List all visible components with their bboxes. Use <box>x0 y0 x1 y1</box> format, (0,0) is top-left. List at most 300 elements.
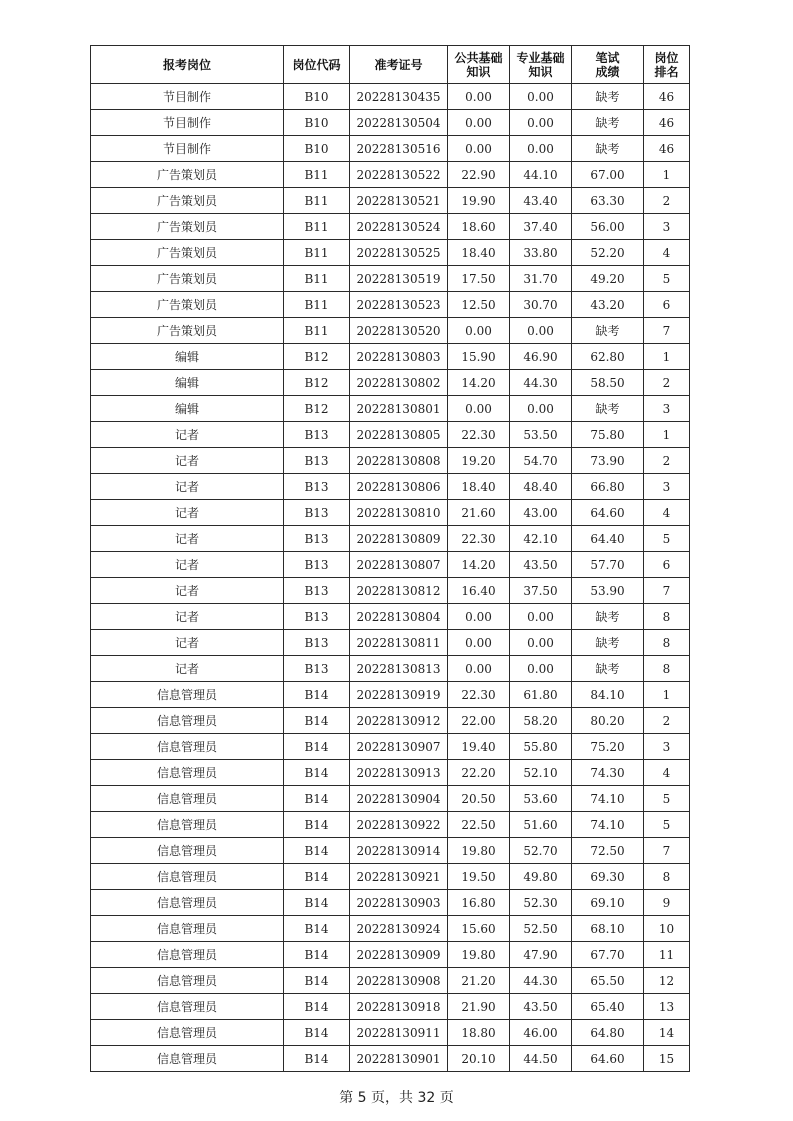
cell-written-score: 64.60 <box>572 1046 644 1072</box>
cell-written-score: 75.20 <box>572 734 644 760</box>
cell-code: B13 <box>284 422 350 448</box>
cell-public-score: 15.60 <box>448 916 510 942</box>
cell-public-score: 12.50 <box>448 292 510 318</box>
cell-ticket: 20228130804 <box>350 604 448 630</box>
table-row <box>91 734 690 760</box>
cell-professional-score: 53.60 <box>510 786 572 812</box>
cell-ticket: 20228130524 <box>350 214 448 240</box>
score-table <box>90 45 690 1072</box>
cell-post: 广告策划员 <box>91 318 284 344</box>
cell-ticket: 20228130522 <box>350 162 448 188</box>
cell-post: 信息管理员 <box>91 1046 284 1072</box>
header-rank-line1: 岗位 <box>654 50 679 65</box>
cell-written-score: 49.20 <box>572 266 644 292</box>
cell-rank: 6 <box>644 292 690 318</box>
cell-rank: 13 <box>644 994 690 1020</box>
table-row <box>91 318 690 344</box>
cell-professional-score: 51.60 <box>510 812 572 838</box>
cell-code: B14 <box>284 786 350 812</box>
cell-professional-score: 47.90 <box>510 942 572 968</box>
cell-written-score: 52.20 <box>572 240 644 266</box>
cell-ticket: 20228130909 <box>350 942 448 968</box>
table-row <box>91 214 690 240</box>
table-row <box>91 786 690 812</box>
cell-public-score: 21.90 <box>448 994 510 1020</box>
header-post: 报考岗位 <box>91 46 284 84</box>
cell-rank: 46 <box>644 84 690 110</box>
table-row <box>91 656 690 682</box>
cell-rank: 8 <box>644 604 690 630</box>
cell-ticket: 20228130918 <box>350 994 448 1020</box>
cell-code: B10 <box>284 84 350 110</box>
cell-post: 信息管理员 <box>91 1020 284 1046</box>
cell-ticket: 20228130435 <box>350 84 448 110</box>
cell-professional-score: 37.50 <box>510 578 572 604</box>
cell-ticket: 20228130908 <box>350 968 448 994</box>
cell-rank: 6 <box>644 552 690 578</box>
cell-written-score: 58.50 <box>572 370 644 396</box>
cell-ticket: 20228130811 <box>350 630 448 656</box>
cell-code: B14 <box>284 942 350 968</box>
cell-public-score: 0.00 <box>448 630 510 656</box>
cell-code: B14 <box>284 682 350 708</box>
cell-professional-score: 43.50 <box>510 994 572 1020</box>
table-row <box>91 188 690 214</box>
cell-public-score: 20.10 <box>448 1046 510 1072</box>
cell-written-score: 64.60 <box>572 500 644 526</box>
header-prof-line1: 专业基础 <box>516 50 565 65</box>
cell-ticket: 20228130924 <box>350 916 448 942</box>
cell-ticket: 20228130520 <box>350 318 448 344</box>
cell-professional-score: 44.30 <box>510 370 572 396</box>
cell-written-score: 72.50 <box>572 838 644 864</box>
cell-rank: 3 <box>644 214 690 240</box>
cell-written-score: 66.80 <box>572 474 644 500</box>
header-public-line2: 知识 <box>466 64 491 79</box>
cell-public-score: 0.00 <box>448 656 510 682</box>
cell-ticket: 20228130907 <box>350 734 448 760</box>
cell-ticket: 20228130911 <box>350 1020 448 1046</box>
cell-written-score: 缺考 <box>572 604 644 630</box>
cell-code: B10 <box>284 110 350 136</box>
cell-post: 节目制作 <box>91 136 284 162</box>
cell-code: B13 <box>284 526 350 552</box>
cell-post: 信息管理员 <box>91 916 284 942</box>
cell-public-score: 22.20 <box>448 760 510 786</box>
cell-public-score: 22.30 <box>448 422 510 448</box>
cell-code: B14 <box>284 864 350 890</box>
cell-code: B14 <box>284 968 350 994</box>
cell-public-score: 0.00 <box>448 136 510 162</box>
table-row <box>91 1046 690 1072</box>
cell-professional-score: 37.40 <box>510 214 572 240</box>
cell-ticket: 20228130809 <box>350 526 448 552</box>
cell-professional-score: 30.70 <box>510 292 572 318</box>
cell-written-score: 缺考 <box>572 396 644 422</box>
cell-professional-score: 52.50 <box>510 916 572 942</box>
cell-code: B14 <box>284 734 350 760</box>
cell-public-score: 16.80 <box>448 890 510 916</box>
cell-post: 编辑 <box>91 344 284 370</box>
cell-public-score: 18.60 <box>448 214 510 240</box>
cell-public-score: 22.30 <box>448 682 510 708</box>
header-rank-line2: 排名 <box>654 64 679 79</box>
table-row <box>91 968 690 994</box>
table-row <box>91 760 690 786</box>
cell-public-score: 19.50 <box>448 864 510 890</box>
table-row <box>91 110 690 136</box>
cell-ticket: 20228130812 <box>350 578 448 604</box>
cell-written-score: 缺考 <box>572 656 644 682</box>
cell-written-score: 57.70 <box>572 552 644 578</box>
table-row <box>91 812 690 838</box>
cell-ticket: 20228130806 <box>350 474 448 500</box>
cell-code: B13 <box>284 656 350 682</box>
cell-ticket: 20228130807 <box>350 552 448 578</box>
cell-written-score: 缺考 <box>572 110 644 136</box>
cell-post: 信息管理员 <box>91 942 284 968</box>
table-row <box>91 630 690 656</box>
table-row <box>91 448 690 474</box>
cell-public-score: 0.00 <box>448 110 510 136</box>
table-row <box>91 474 690 500</box>
cell-public-score: 14.20 <box>448 552 510 578</box>
cell-public-score: 22.50 <box>448 812 510 838</box>
cell-rank: 5 <box>644 266 690 292</box>
cell-ticket: 20228130810 <box>350 500 448 526</box>
table-row <box>91 552 690 578</box>
cell-professional-score: 52.30 <box>510 890 572 916</box>
table-row <box>91 838 690 864</box>
cell-rank: 1 <box>644 162 690 188</box>
cell-rank: 5 <box>644 812 690 838</box>
cell-written-score: 63.30 <box>572 188 644 214</box>
cell-post: 记者 <box>91 630 284 656</box>
cell-code: B14 <box>284 708 350 734</box>
table-row <box>91 162 690 188</box>
cell-public-score: 18.40 <box>448 240 510 266</box>
table-row <box>91 500 690 526</box>
cell-code: B14 <box>284 994 350 1020</box>
cell-code: B13 <box>284 552 350 578</box>
cell-post: 信息管理员 <box>91 890 284 916</box>
cell-public-score: 21.60 <box>448 500 510 526</box>
cell-professional-score: 0.00 <box>510 396 572 422</box>
cell-post: 信息管理员 <box>91 968 284 994</box>
cell-code: B13 <box>284 630 350 656</box>
cell-public-score: 18.40 <box>448 474 510 500</box>
cell-rank: 5 <box>644 526 690 552</box>
table-row <box>91 708 690 734</box>
cell-professional-score: 55.80 <box>510 734 572 760</box>
header-ticket: 准考证号 <box>350 46 448 84</box>
cell-post: 信息管理员 <box>91 682 284 708</box>
cell-post: 记者 <box>91 422 284 448</box>
header-public-line1: 公共基础 <box>454 50 503 65</box>
table-row <box>91 916 690 942</box>
header-written-line1: 笔试 <box>595 50 620 65</box>
cell-rank: 7 <box>644 838 690 864</box>
cell-professional-score: 0.00 <box>510 656 572 682</box>
cell-rank: 3 <box>644 396 690 422</box>
cell-rank: 3 <box>644 734 690 760</box>
cell-ticket: 20228130802 <box>350 370 448 396</box>
cell-ticket: 20228130801 <box>350 396 448 422</box>
table-row <box>91 84 690 110</box>
table-row <box>91 266 690 292</box>
cell-rank: 7 <box>644 318 690 344</box>
cell-post: 节目制作 <box>91 110 284 136</box>
cell-professional-score: 43.50 <box>510 552 572 578</box>
cell-post: 记者 <box>91 474 284 500</box>
cell-written-score: 69.30 <box>572 864 644 890</box>
cell-code: B11 <box>284 214 350 240</box>
header-code: 岗位代码 <box>284 46 350 84</box>
cell-professional-score: 43.00 <box>510 500 572 526</box>
cell-post: 编辑 <box>91 396 284 422</box>
cell-written-score: 64.80 <box>572 1020 644 1046</box>
cell-code: B14 <box>284 916 350 942</box>
cell-written-score: 62.80 <box>572 344 644 370</box>
cell-professional-score: 52.70 <box>510 838 572 864</box>
cell-ticket: 20228130922 <box>350 812 448 838</box>
cell-ticket: 20228130921 <box>350 864 448 890</box>
cell-public-score: 0.00 <box>448 318 510 344</box>
cell-rank: 1 <box>644 344 690 370</box>
cell-rank: 3 <box>644 474 690 500</box>
page-footer: 第 5 页，共 32 页 <box>339 1090 454 1106</box>
cell-code: B12 <box>284 344 350 370</box>
cell-post: 信息管理员 <box>91 838 284 864</box>
cell-code: B10 <box>284 136 350 162</box>
cell-post: 信息管理员 <box>91 786 284 812</box>
cell-public-score: 0.00 <box>448 396 510 422</box>
cell-ticket: 20228130912 <box>350 708 448 734</box>
cell-written-score: 43.20 <box>572 292 644 318</box>
cell-professional-score: 46.90 <box>510 344 572 370</box>
cell-rank: 46 <box>644 136 690 162</box>
cell-written-score: 74.10 <box>572 812 644 838</box>
cell-ticket: 20228130504 <box>350 110 448 136</box>
header-professional <box>510 46 572 84</box>
cell-professional-score: 48.40 <box>510 474 572 500</box>
cell-professional-score: 43.40 <box>510 188 572 214</box>
cell-post: 记者 <box>91 604 284 630</box>
cell-rank: 4 <box>644 760 690 786</box>
cell-code: B11 <box>284 266 350 292</box>
cell-post: 信息管理员 <box>91 994 284 1020</box>
cell-professional-score: 53.50 <box>510 422 572 448</box>
cell-code: B14 <box>284 1046 350 1072</box>
header-row <box>91 46 690 84</box>
cell-post: 编辑 <box>91 370 284 396</box>
cell-ticket: 20228130803 <box>350 344 448 370</box>
cell-ticket: 20228130523 <box>350 292 448 318</box>
table-row <box>91 292 690 318</box>
cell-post: 信息管理员 <box>91 708 284 734</box>
cell-public-score: 14.20 <box>448 370 510 396</box>
table-row <box>91 942 690 968</box>
cell-rank: 4 <box>644 500 690 526</box>
cell-code: B14 <box>284 812 350 838</box>
cell-post: 信息管理员 <box>91 812 284 838</box>
cell-code: B14 <box>284 838 350 864</box>
cell-rank: 10 <box>644 916 690 942</box>
cell-written-score: 67.70 <box>572 942 644 968</box>
cell-rank: 8 <box>644 630 690 656</box>
cell-code: B14 <box>284 760 350 786</box>
cell-written-score: 缺考 <box>572 84 644 110</box>
cell-public-score: 16.40 <box>448 578 510 604</box>
cell-professional-score: 0.00 <box>510 604 572 630</box>
cell-professional-score: 31.70 <box>510 266 572 292</box>
cell-written-score: 65.50 <box>572 968 644 994</box>
cell-rank: 2 <box>644 708 690 734</box>
cell-written-score: 69.10 <box>572 890 644 916</box>
cell-code: B11 <box>284 318 350 344</box>
cell-post: 广告策划员 <box>91 240 284 266</box>
table-row <box>91 604 690 630</box>
cell-post: 记者 <box>91 526 284 552</box>
cell-public-score: 19.20 <box>448 448 510 474</box>
cell-ticket: 20228130914 <box>350 838 448 864</box>
cell-ticket: 20228130901 <box>350 1046 448 1072</box>
cell-public-score: 19.80 <box>448 838 510 864</box>
table-row <box>91 396 690 422</box>
cell-professional-score: 0.00 <box>510 110 572 136</box>
cell-post: 节目制作 <box>91 84 284 110</box>
cell-written-score: 84.10 <box>572 682 644 708</box>
cell-written-score: 65.40 <box>572 994 644 1020</box>
cell-professional-score: 0.00 <box>510 630 572 656</box>
cell-public-score: 22.00 <box>448 708 510 734</box>
cell-ticket: 20228130805 <box>350 422 448 448</box>
cell-code: B11 <box>284 240 350 266</box>
table-row <box>91 890 690 916</box>
header-written <box>572 46 644 84</box>
cell-rank: 9 <box>644 890 690 916</box>
table-row <box>91 344 690 370</box>
cell-post: 记者 <box>91 448 284 474</box>
cell-ticket: 20228130913 <box>350 760 448 786</box>
table-row <box>91 682 690 708</box>
cell-code: B13 <box>284 604 350 630</box>
header-prof-line2: 知识 <box>528 64 553 79</box>
cell-rank: 8 <box>644 864 690 890</box>
cell-code: B11 <box>284 162 350 188</box>
table-row <box>91 422 690 448</box>
cell-post: 广告策划员 <box>91 188 284 214</box>
cell-professional-score: 42.10 <box>510 526 572 552</box>
cell-ticket: 20228130516 <box>350 136 448 162</box>
header-public <box>448 46 510 84</box>
table-row <box>91 578 690 604</box>
cell-ticket: 20228130904 <box>350 786 448 812</box>
cell-public-score: 19.90 <box>448 188 510 214</box>
cell-written-score: 64.40 <box>572 526 644 552</box>
cell-professional-score: 33.80 <box>510 240 572 266</box>
cell-public-score: 17.50 <box>448 266 510 292</box>
cell-rank: 1 <box>644 422 690 448</box>
cell-post: 广告策划员 <box>91 292 284 318</box>
cell-written-score: 缺考 <box>572 136 644 162</box>
cell-post: 记者 <box>91 578 284 604</box>
cell-code: B13 <box>284 474 350 500</box>
cell-code: B13 <box>284 448 350 474</box>
cell-public-score: 0.00 <box>448 84 510 110</box>
cell-public-score: 22.90 <box>448 162 510 188</box>
cell-post: 广告策划员 <box>91 266 284 292</box>
cell-professional-score: 44.50 <box>510 1046 572 1072</box>
cell-code: B14 <box>284 1020 350 1046</box>
cell-post: 信息管理员 <box>91 760 284 786</box>
cell-rank: 1 <box>644 682 690 708</box>
cell-rank: 7 <box>644 578 690 604</box>
cell-public-score: 22.30 <box>448 526 510 552</box>
cell-rank: 2 <box>644 188 690 214</box>
cell-code: B11 <box>284 292 350 318</box>
cell-code: B12 <box>284 370 350 396</box>
cell-professional-score: 54.70 <box>510 448 572 474</box>
cell-ticket: 20228130519 <box>350 266 448 292</box>
cell-professional-score: 49.80 <box>510 864 572 890</box>
cell-professional-score: 0.00 <box>510 318 572 344</box>
cell-written-score: 53.90 <box>572 578 644 604</box>
cell-post: 信息管理员 <box>91 864 284 890</box>
table-row <box>91 994 690 1020</box>
cell-rank: 4 <box>644 240 690 266</box>
cell-code: B13 <box>284 500 350 526</box>
cell-code: B14 <box>284 890 350 916</box>
cell-rank: 12 <box>644 968 690 994</box>
table-body <box>91 84 690 1072</box>
cell-written-score: 75.80 <box>572 422 644 448</box>
cell-professional-score: 44.30 <box>510 968 572 994</box>
cell-code: B12 <box>284 396 350 422</box>
table-row <box>91 1020 690 1046</box>
cell-public-score: 20.50 <box>448 786 510 812</box>
table-row <box>91 526 690 552</box>
cell-ticket: 20228130903 <box>350 890 448 916</box>
cell-written-score: 80.20 <box>572 708 644 734</box>
cell-written-score: 缺考 <box>572 318 644 344</box>
cell-professional-score: 0.00 <box>510 136 572 162</box>
cell-rank: 2 <box>644 370 690 396</box>
cell-public-score: 19.80 <box>448 942 510 968</box>
cell-public-score: 0.00 <box>448 604 510 630</box>
header-rank <box>644 46 690 84</box>
table-row <box>91 864 690 890</box>
cell-ticket: 20228130813 <box>350 656 448 682</box>
cell-written-score: 缺考 <box>572 630 644 656</box>
cell-post: 记者 <box>91 500 284 526</box>
cell-post: 信息管理员 <box>91 734 284 760</box>
cell-rank: 14 <box>644 1020 690 1046</box>
cell-professional-score: 0.00 <box>510 84 572 110</box>
cell-post: 记者 <box>91 552 284 578</box>
cell-rank: 5 <box>644 786 690 812</box>
cell-written-score: 56.00 <box>572 214 644 240</box>
cell-public-score: 21.20 <box>448 968 510 994</box>
cell-written-score: 68.10 <box>572 916 644 942</box>
cell-public-score: 19.40 <box>448 734 510 760</box>
cell-rank: 2 <box>644 448 690 474</box>
cell-ticket: 20228130919 <box>350 682 448 708</box>
cell-professional-score: 44.10 <box>510 162 572 188</box>
cell-written-score: 73.90 <box>572 448 644 474</box>
cell-written-score: 74.10 <box>572 786 644 812</box>
cell-public-score: 15.90 <box>448 344 510 370</box>
